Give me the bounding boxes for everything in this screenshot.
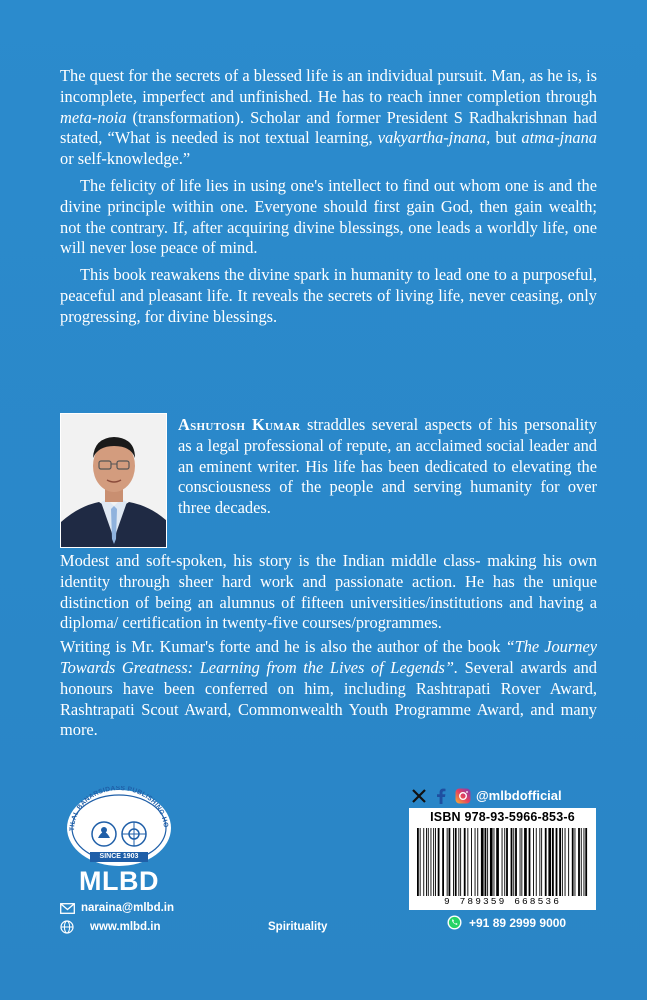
blurb-paragraph-1: The quest for the secrets of a blessed life is an individual pursuit. Man, as he is, is incomplete, imperfect and unfinished. He has to reach inner completion through meta-noia (transformation). Scholar and former President S Radhakrishnan had stated, “What is needed is not textual learning, vakyartha-jnana, but atma-jnana or self-knowledge.” xyxy=(60,66,597,169)
genre-label: Spirituality xyxy=(268,921,328,933)
blurb-paragraph-2: The felicity of life lies in using one's intellect to find out whom one is and the divine principle within one. Everyone should first gain God, then gain wealth; not the contrary. If, after acquiring divine blessings, one leads a worldly life, one will never lose peace of mind. xyxy=(60,175,597,258)
x-logo-icon[interactable] xyxy=(410,787,427,804)
svg-text:MOTILAL BANARSIDASS PUBLISHING: TILAL BANARSIDASS PUBLISHING HO xyxy=(68,786,169,832)
author-bio xyxy=(60,551,597,744)
whatsapp-icon xyxy=(447,915,462,930)
book-blurb xyxy=(60,66,597,334)
publisher-email[interactable]: naraina@mlbd.in xyxy=(60,902,174,914)
instagram-icon[interactable] xyxy=(454,787,471,804)
author-photo xyxy=(60,413,167,548)
author-bio-paragraph-2: Modest and soft-spoken, his story is the Indian middle class- making his own identity through sheer hard work and passionate action. He has the unique distinction of being an alumnus of fifteen universities/institutions and having a diploma/ certification in twenty-five courses/programmes. xyxy=(60,551,597,633)
publisher-website[interactable]: www.mlbd.in xyxy=(60,920,161,934)
globe-icon xyxy=(60,920,74,934)
publisher-phone[interactable]: +91 89 2999 9000 xyxy=(447,915,566,930)
social-links xyxy=(410,787,562,804)
publisher-short-name: MLBD xyxy=(79,866,159,896)
barcode-bars xyxy=(415,828,590,896)
facebook-icon[interactable] xyxy=(432,787,449,804)
other-book-title: “The Journey Towards Greatness: Learning from the Lives of Legends”. xyxy=(60,637,598,677)
author-bio-paragraph-3: Writing is Mr. Kumar's forte and he is also the author of the book “The Journey Towards Greatness: Learning from the Lives of Legends”. Several awards and honours have been conferred on him, including Rashtrapati Rover Award, Rashtrapati Scout Award, Commonwealth Youth Programme Award, and many more. xyxy=(60,637,598,740)
barcode-digits: 9 789359 668536 xyxy=(443,896,561,907)
social-handle[interactable]: @mlbdofficial xyxy=(476,788,562,803)
isbn-label: ISBN 978-93-5966-853-6 xyxy=(430,810,575,824)
blurb-paragraph-3: This book reawakens the divine spark in humanity to lead one to a purposeful, peaceful and pleasant life. It reveals the secrets of living life, never ceasing, only progressing, for divine blessings. xyxy=(60,265,597,326)
publisher-since: SINCE 1903 xyxy=(99,853,139,860)
author-name: Ashutosh Kumar xyxy=(178,415,301,434)
author-bio-intro: Ashutosh Kumar straddles several aspects of his personality as a legal professional of repute, an acclaimed social leader and an eminent writer. His life has been dedicated to elevating the consciousness of the people and serving humanity for over three decades. xyxy=(178,415,598,518)
isbn-barcode xyxy=(409,808,596,910)
email-icon xyxy=(60,903,75,914)
